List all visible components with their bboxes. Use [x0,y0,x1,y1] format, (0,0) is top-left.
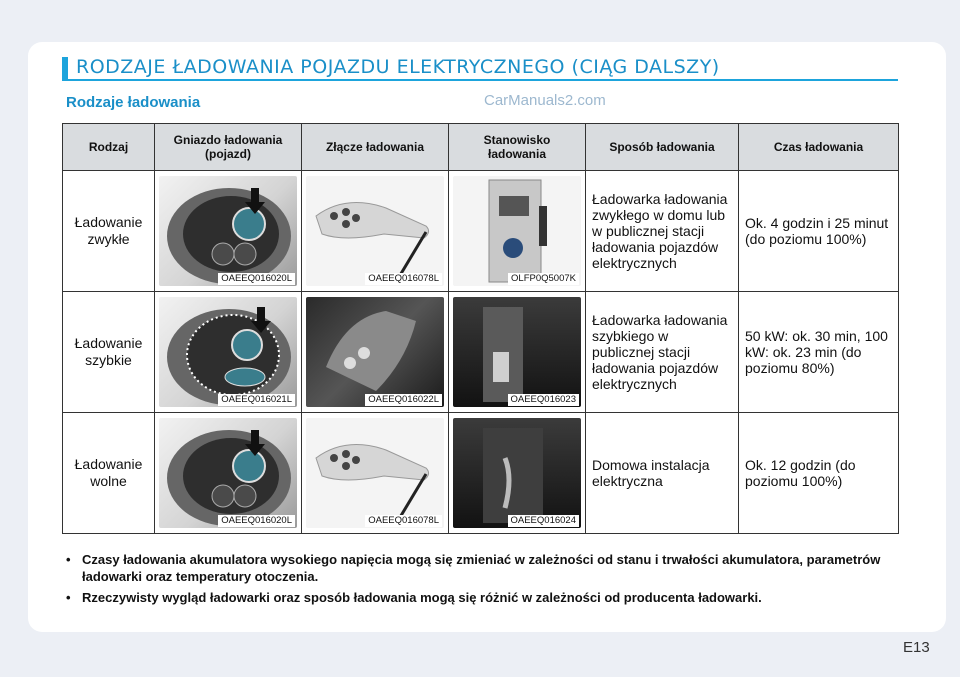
connector-image-cell [302,171,449,292]
socket-image-cell [155,171,302,292]
table-header-row [63,124,899,171]
station-image-cell [449,171,586,292]
charging-connector-photo [306,176,444,286]
charge-type: Ładowanie zwykłe [63,171,155,292]
socket-image-cell [155,292,302,413]
image-code: OAEEQ016023 [508,394,580,406]
image-code: OLFP0Q5007K [508,273,579,285]
charge-time: Ok. 4 godzin i 25 minut (do poziomu 100%) [739,171,899,292]
section-subtitle: Rodzaje ładowania [66,94,201,111]
station-image-cell [449,292,586,413]
watermark: CarManuals2.com [484,92,606,109]
charging-connector-photo [306,418,444,528]
connector-image-cell [302,413,449,534]
charge-type: Ładowanie szybkie [63,292,155,413]
charging-socket-photo [159,176,297,286]
image-code: OAEEQ016020L [218,273,295,285]
charge-method: Ładowarka ładowania zwykłego w domu lub w publicznej stacji ładowania pojazdów elektrycznych [586,171,739,292]
charge-method: Domowa instalacja elektryczna [586,413,739,534]
note-item: • Czasy ładowania akumulatora wysokiego napięcia mogą się zmieniać w zależności od stanu i trwałości akumulatora, parametrów ładowarki oraz temperatury otoczenia. [66,551,902,585]
image-code: OAEEQ016024 [508,515,580,527]
header-connector: Złącze ładowania [302,124,449,171]
image-code: OAEEQ016078L [365,515,442,527]
image-code: OAEEQ016020L [218,515,295,527]
notes-list [66,551,902,610]
header-station: Stanowisko ładowania [449,124,586,171]
page-number: E13 [903,639,930,656]
charge-method: Ładowarka ładowania szybkiego w publicznej stacji ładowania pojazdów elektrycznych [586,292,739,413]
image-code: OAEEQ016022L [365,394,442,406]
table-row [63,292,899,413]
charge-time: Ok. 12 godzin (do poziomu 100%) [739,413,899,534]
page-title: RODZAJE ŁADOWANIA POJAZDU ELEKTRYCZNEGO (CIĄG DALSZY) [76,56,720,78]
image-code: OAEEQ016021L [218,394,295,406]
charging-socket-photo [159,418,297,528]
title-accent-bar [62,57,68,79]
header-type: Rodzaj [63,124,155,171]
image-code: OAEEQ016078L [365,273,442,285]
note-item: • Rzeczywisty wygląd ładowarki oraz sposób ładowania mogą się różnić w zależności od producenta ładowarki. [66,589,902,606]
connector-image-cell [302,292,449,413]
socket-image-cell [155,413,302,534]
charging-connector-photo [306,297,444,407]
title-underline [62,79,898,81]
header-method: Sposób ładowania [586,124,739,171]
charging-station-photo [453,297,581,407]
table-row [63,171,899,292]
charging-types-table [62,123,899,534]
charging-socket-photo [159,297,297,407]
header-socket: Gniazdo ładowania (pojazd) [155,124,302,171]
station-image-cell [449,413,586,534]
charge-time: 50 kW: ok. 30 min, 100 kW: ok. 23 min (do poziomu 80%) [739,292,899,413]
table-row [63,413,899,534]
charging-station-photo [453,418,581,528]
charge-type: Ładowanie wolne [63,413,155,534]
header-time: Czas ładowania [739,124,899,171]
charging-station-photo [453,176,581,286]
